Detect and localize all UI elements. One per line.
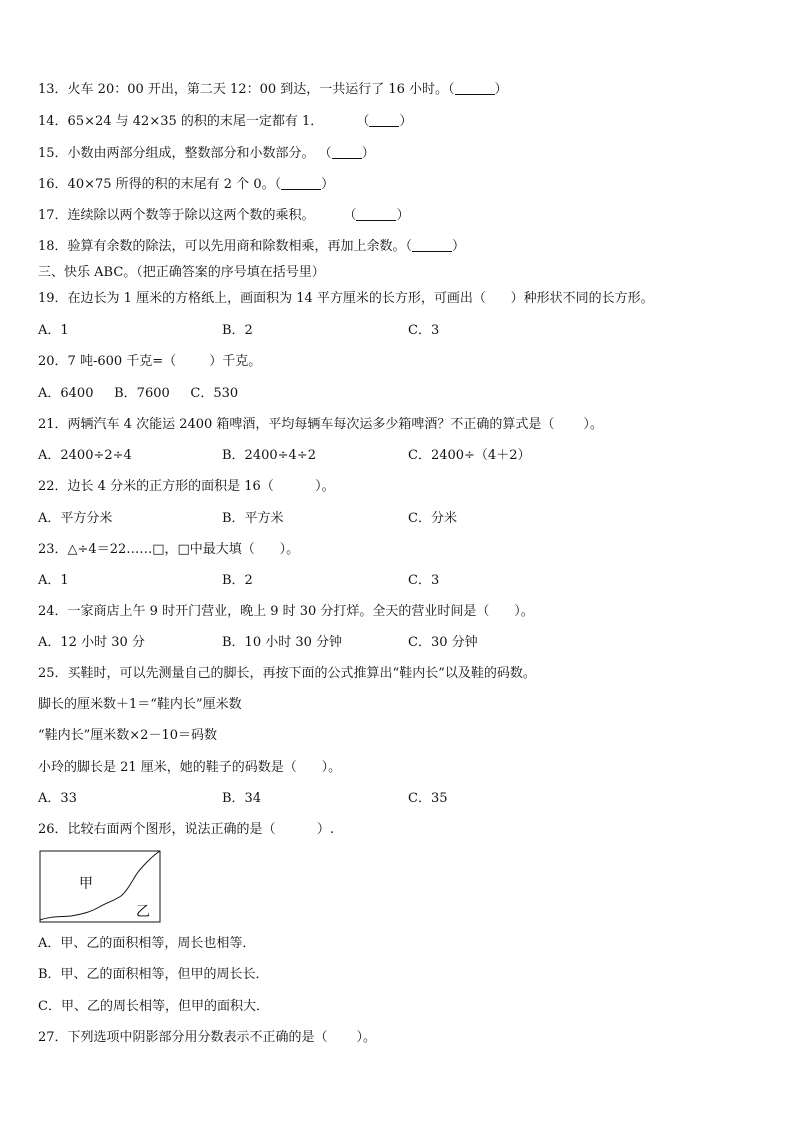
option-a[interactable]: A．2400÷2÷4 — [38, 448, 132, 463]
option-a[interactable]: A．1 — [38, 573, 69, 588]
question-26: 26．比较右面两个图形，说法正确的是（ ）. — [38, 822, 334, 837]
option-c[interactable]: C．30 分钟 — [408, 635, 478, 650]
answer-blank[interactable] — [356, 208, 396, 221]
option-b[interactable]: B．2 — [222, 573, 253, 588]
question-24: 24．一家商店上午 9 时开门营业，晚上 9 时 30 分打烊。全天的营业时间是（ ）。 — [38, 604, 534, 619]
option-c[interactable]: C．3 — [408, 573, 440, 588]
answer-blank[interactable] — [369, 114, 399, 127]
question-21: 21．两辆汽车 4 次能运 2400 箱啤酒，平均每辆车每次运多少箱啤酒？不正确的算式是（ ）。 — [38, 417, 603, 432]
question-16: 16．40×75 所得的积的末尾有 2 个 0。（ ） — [38, 177, 335, 192]
option-c[interactable]: C．3 — [408, 323, 440, 338]
answer-blank[interactable] — [412, 239, 452, 252]
options-row[interactable]: A．6400 B．7600 C．530 — [38, 386, 239, 401]
question-14: 14．65×24 与 42×35 的积的末尾一定都有 1． （ ） — [38, 114, 413, 129]
formula-line: “鞋内长”厘米数×2－10＝码数 — [38, 728, 217, 743]
option-a[interactable]: A．12 小时 30 分 — [38, 635, 145, 650]
option-c[interactable]: C．35 — [408, 791, 448, 806]
option-c[interactable]: C．甲、乙的周长相等，但甲的面积大． — [38, 999, 269, 1014]
option-a[interactable]: A．1 — [38, 323, 69, 338]
option-a[interactable]: A．甲、乙的面积相等，周长也相等． — [38, 936, 256, 951]
option-b[interactable]: B．2 — [222, 323, 253, 338]
question-20: 20．7 吨-600 千克=（ ）千克。 — [38, 354, 262, 369]
question-15: 15．小数由两部分组成，整数部分和小数部分。 （ ） — [38, 146, 375, 161]
section-heading: 三、快乐 ABC。（把正确答案的序号填在括号里） — [38, 265, 325, 280]
question-17: 17．连续除以两个数等于除以这两个数的乘积。 （ ） — [38, 208, 410, 223]
question-25-prompt: 小玲的脚长是 21 厘米，她的鞋子的码数是（ ）。 — [38, 760, 342, 775]
answer-blank[interactable] — [332, 146, 362, 159]
label-jia: 甲 — [79, 876, 93, 892]
answer-blank[interactable] — [455, 82, 495, 95]
question-13: 13．火车 20：00 开出，第二天 12：00 到达，一共运行了 16 小时。（ ） — [38, 82, 508, 97]
question-25: 25．买鞋时，可以先测量自己的脚长，再按下面的公式推算出“鞋内长”以及鞋的码数。 — [38, 666, 536, 681]
option-c[interactable]: C．2400÷（4＋2） — [408, 448, 531, 463]
shape-figure — [39, 850, 163, 924]
question-22: 22．边长 4 分米的正方形的面积是 16（ ）。 — [38, 479, 335, 494]
option-c[interactable]: C．分米 — [408, 511, 457, 526]
label-yi: 乙 — [136, 904, 150, 920]
question-27: 27．下列选项中阴影部分用分数表示不正确的是（ ）。 — [38, 1030, 376, 1045]
option-a[interactable]: A．33 — [38, 791, 77, 806]
option-b[interactable]: B．2400÷4÷2 — [222, 448, 316, 463]
question-23: 23．△÷4＝22……□，□中最大填（ ）。 — [38, 542, 300, 557]
option-b[interactable]: B．平方米 — [222, 511, 284, 526]
option-b[interactable]: B．甲、乙的面积相等，但甲的周长长． — [38, 967, 269, 982]
formula-line: 脚长的厘米数＋1＝“鞋内长”厘米数 — [38, 697, 242, 712]
option-b[interactable]: B．10 小时 30 分钟 — [222, 635, 343, 650]
answer-blank[interactable] — [281, 177, 321, 190]
option-b[interactable]: B．34 — [222, 791, 262, 806]
question-19: 19．在边长为 1 厘米的方格纸上，画面积为 14 平方厘米的长方形，可画出（ ）种形状不同的长方形。 — [38, 291, 654, 306]
question-18: 18．验算有余数的除法，可以先用商和除数相乘，再加上余数。（ ） — [38, 239, 466, 254]
option-a[interactable]: A．平方分米 — [38, 511, 113, 526]
